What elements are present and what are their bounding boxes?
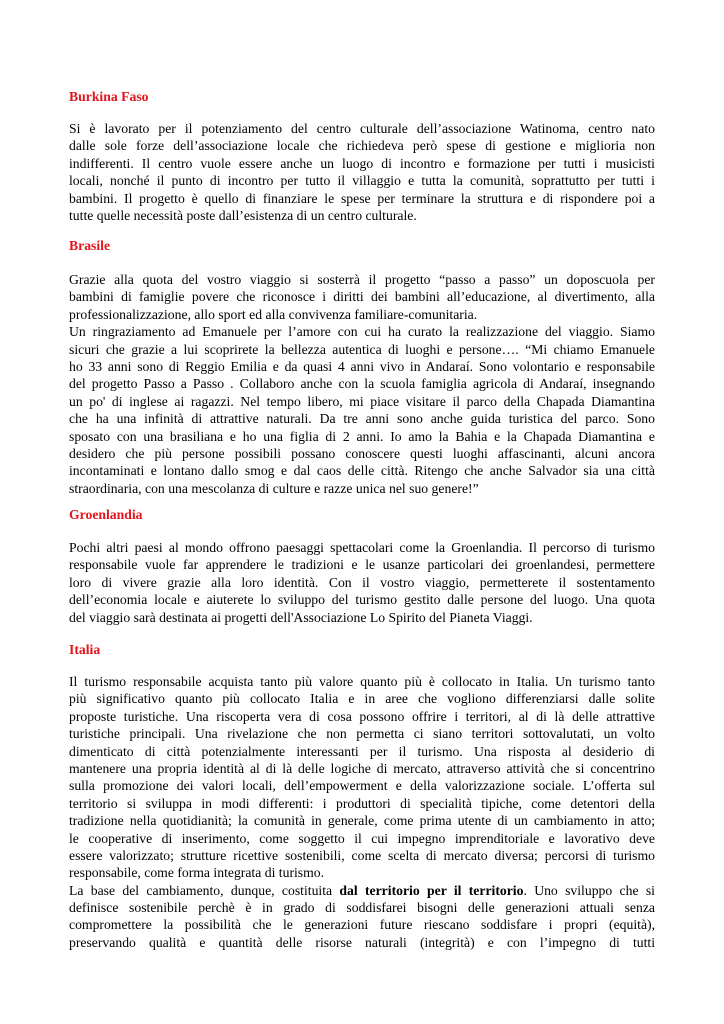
text-line: compromettere la possibilità che le generazioni future riescano soddisfare i propri (equità), <box>69 917 655 933</box>
text-line: dell’economia locale e aiuterete lo sviluppo del turismo gestito dalle persone del luogo. Una quota <box>69 592 655 608</box>
text-line: tutte quelle necessità poste dall’esistenza di un centro culturale. <box>69 207 417 223</box>
text-line: professionalizzazione, allo sport ed alla convivenza familiare-comunitaria. <box>69 306 478 322</box>
text-line: ho 33 anni sono di Reggio Emilia e da quasi 4 anni vivo in Andaraí. Sono volontario e responsabile <box>69 358 655 374</box>
text-line: sulla promozione dei valori locali, dell’empowerment e della valorizzazione sociale. L’offerta sul <box>69 778 655 794</box>
text-segment: La base del cambiamento, dunque, costituita <box>69 882 340 898</box>
text-line: essere valorizzato; strutture ricettive sostenibili, come scelta di mercato diversa; percorsi di turismo <box>69 847 655 863</box>
text-line: proposte turistiche. Una riscoperta vera di cosa possono offrire i territori, al di là delle attrattive <box>69 708 655 724</box>
section-heading-burkina-faso: Burkina Faso <box>69 89 149 104</box>
text-line: Il turismo responsabile acquista tanto più valore quanto più è collocato in Italia. Un turismo tanto <box>69 674 655 689</box>
text-line: territorio si sviluppa in modi differenti: i produttori di specialità tipiche, come detentori della <box>69 795 655 811</box>
text-line: più significativo quanto più collocato Italia e in aree che vogliono differenziarsi dalle solite <box>69 691 655 707</box>
text-line: dalle sole forze dell’associazione locale che richiedeva però spese di gestione e miglioria non <box>69 138 655 154</box>
section-heading-brasile: Brasile <box>69 238 111 253</box>
text-line: responsabile vuole far apprendere le tradizioni e le usanze particolari dei groenlandesi, permettere <box>69 557 655 573</box>
section-body-burkina-faso <box>69 120 655 224</box>
bold-phrase-territorio: dal territorio per il territorio <box>339 882 524 898</box>
text-segment: . Uno sviluppo che si <box>523 882 655 898</box>
text-line: incontaminati e lontano dallo smog e dal caos delle città. Ritengo che anche Salvador sia una città <box>69 463 655 479</box>
section-heading-italia: Italia <box>69 642 101 657</box>
text-line: sposato con una brasiliana e ho una figlia di 2 anni. Io amo la Bahia e la Chapada Diamantina e <box>69 428 655 444</box>
text-line-territorio <box>69 882 655 899</box>
text-line: dimenticato di città potenzialmente interessanti per il turismo. Una risposta al desiderio di <box>69 743 655 759</box>
text-line: Un ringraziamento ad Emanuele per l’amore con cui ha curato la realizzazione del viaggio. Siamo <box>69 324 655 340</box>
text-line: del progetto Passo a Passo . Collaboro anche con la scuola famiglia agricola di Andaraí, insegnando <box>69 376 655 392</box>
text-line: desidero che più persone possibili possano conoscere questi luoghi affascinanti, alcuni ancora <box>69 445 655 461</box>
text-line: Pochi altri paesi al mondo offrono paesaggi spettacolari come la Groenlandia. Il percorso di turismo <box>69 540 655 555</box>
text-line: locali, nonché il punto di incontro per tutto il villaggio e tutta la comunità, soprattutto per tutti i <box>69 173 655 189</box>
text-line: turistiche principali. Una rivelazione che non permetta ci siano territori sottovalutati, un volto <box>69 726 655 742</box>
text-line: indifferenti. Il centro vuole essere anche un luogo di incontro e formazione per tutti i musicisti <box>69 155 655 171</box>
text-line: che ha una infinità di attrattive naturali. Da tre anni sono anche guida turistica del parco. Sono <box>69 411 655 427</box>
section-body-italia <box>69 673 655 951</box>
text-line: responsabile, come forma integrata di turismo. <box>69 865 325 881</box>
text-line: Grazie alla quota del vostro viaggio si sosterrà il progetto “passo a passo” un doposcuola per <box>69 272 655 287</box>
text-line: bambini. Il progetto è quello di finanziare le spese per terminare la struttura e di rispondere poi a <box>69 190 655 206</box>
text-line: loro di vivere grazie alla loro identità. Con il vostro viaggio, permetterete il sostentamento <box>69 574 655 590</box>
section-body-brasile <box>69 271 655 497</box>
text-line: del viaggio sarà destinata ai progetti dell'Associazione Lo Spirito del Pianeta Viaggi. <box>69 609 533 625</box>
text-line: Si è lavorato per il potenziamento del centro culturale dell’associazione Watinoma, centro nato <box>69 121 655 136</box>
text-line: mantenere una propria identità al di là delle logiche di mercato, attraverso attività che si concentrino <box>69 760 655 776</box>
section-heading-groenlandia: Groenlandia <box>69 507 143 522</box>
text-line: bambini di famiglie povere che riconosce i diritti dei bambini all’educazione, al divertimento, alla <box>69 289 655 305</box>
text-line: definisce sostenibile perchè è in grado di soddisfarei bisogni delle generazioni attuali senza <box>69 900 655 916</box>
text-line: tradizione nella quotidianità; la comunità in generale, come prima utente di un cambiamento in atto; <box>69 813 655 829</box>
text-line: preservando qualità e quantità delle risorse naturali (integrità) e con l’impegno di tutti <box>69 934 655 950</box>
text-line: un po' di inglese ai ragazzi. Nel tempo libero, mi piace visitare il parco della Chapada Diamantina <box>69 393 655 409</box>
text-line: sicuri che grazie a lui scoprirete la bellezza autentica di luoghi e persone…. “Mi chiamo Emanuele <box>69 341 655 357</box>
text-line: le cooperative di inserimento, come soggetto il cui impegno imprenditoriale e lavorativo deve <box>69 830 655 846</box>
text-line: straordinaria, con una mescolanza di culture e razze unica nel suo genere!” <box>69 480 479 496</box>
section-body-groenlandia <box>69 539 655 626</box>
